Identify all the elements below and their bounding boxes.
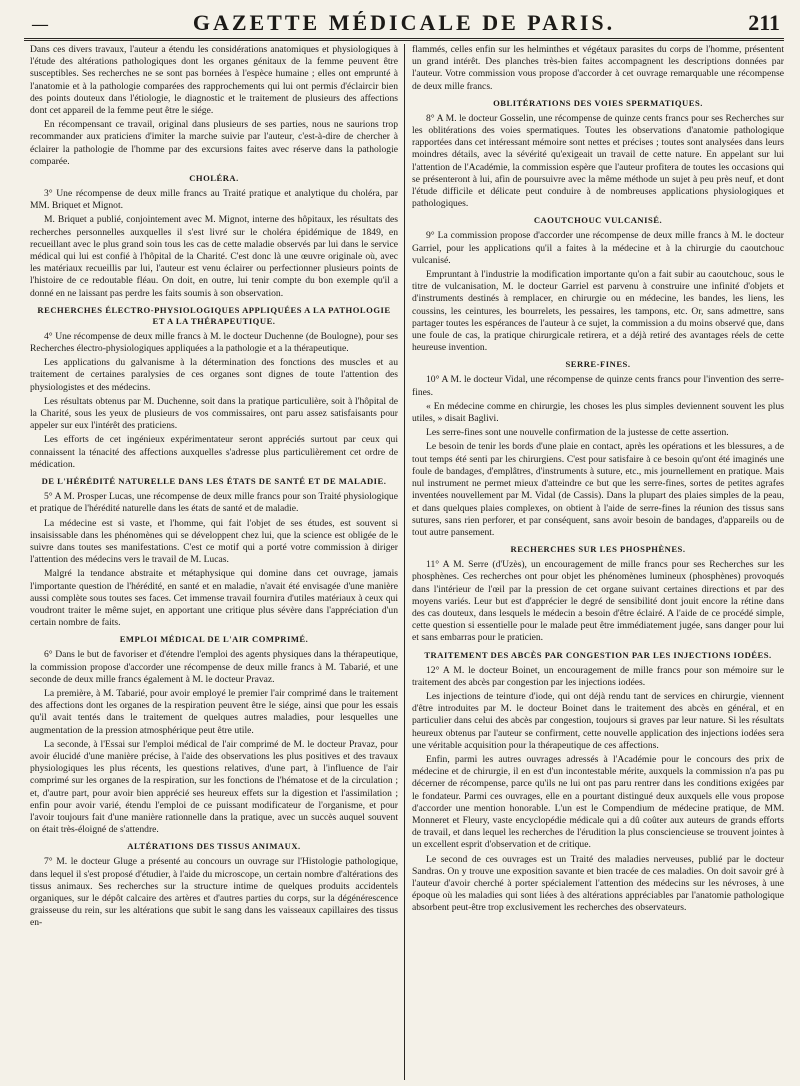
paragraph: La seconde, à l'Essai sur l'emploi médical de l'air comprimé de M. le docteur Pravaz, pour avoir élucidé d'une manière précise, à l'aide des observations les plus positives et des travaux physiologiques les plus récents, les questions relatives, d'une part, à l'influence de l'air comprimé sur les organes de la respiration, sur les fonctions de l'hématose et de la circulation ; et, d'autre part, pour avoir bien apprécié ses heureux effets sur la digestion et l'assimilation ; enfin pour avoir varié, étendu l'emploi de ce puissant modificateur de l'organisme, et pour l'avoir toujours fait d'une manière rationnelle dans la pratique, avec un succès auquel souvent on était très-éloigné de s'attendre. xyxy=(30,738,398,836)
paragraph: M. Briquet a publié, conjointement avec M. Mignot, interne des hôpitaux, les résultats des recherches personnelles auxquelles il s'est livré sur le choléra épidémique de 1849, en recueillant avec le plus grand soin tous les cas de cette maladie observés par lui dans le service médical qui lui est confié à l'hôpital de la Charité. C'est donc là une œuvre originale où, avec les matériaux recueillis par lui, l'auteur est venu éclairer ou perfectionner plusieurs points de l'histoire de ce redoutable fléau. On doit, en outre, lui tenir compte du bon exemple qu'il a donné en ne laissant pas perdre les faits soumis à son observation. xyxy=(30,214,398,299)
paragraph: Enfin, parmi les autres ouvrages adressés à l'Académie pour le concours des prix de médecine et de chirurgie, il en est d'un incontestable mérite, auxquels la commission n'a pas pu décerner de récompense, parce qu'ils ne lui ont pas paru rentrer dans les conditions exigées par le fondateur. Parmi ces ouvrages, elle en a pourtant distingué deux auxquels elle vous propose d'accorder une mention honorable. L'un est le Compendium de médecine pratique, de MM. Monneret et Fleury, vaste encyclopédie médicale qui a dû coûter aux auteurs de grands efforts de travail, et dans lequel les recherches de l'érudition la plus consciencieuse se trouvent jointes à un excellent esprit d'observation et de critique. xyxy=(412,753,784,851)
section-heading: EMPLOI MÉDICAL DE L'AIR COMPRIMÉ. xyxy=(119,634,309,645)
paragraph: 3° Une récompense de deux mille francs au Traité pratique et analytique du choléra, par MM. Briquet et Mignot. xyxy=(30,188,398,212)
paragraph: 8° A M. le docteur Gosselin, une récompense de quinze cents francs pour ses Recherches sur les oblitérations des voies spermatiques. Toutes les observations d'anatomie pathologique rapportées dans cet intéressant mémoire sont nettes et précises ; toutes sont analysées dans leurs moindres détails, avec la sévérité qu'exigeait un travail de cette nature. En appelant sur lui l'attention de l'Académie, la commission espère que l'auteur profitera de toutes les occasions qui se présenteront à lui, afin de poursuivre avec la même méthode un sujet à peu près neuf, et dont l'étude difficile et délicate peut conduire à de nombreuses applications physiologiques et pathologiques. xyxy=(412,112,784,210)
paragraph: 12° A M. le docteur Boinet, un encouragement de mille francs pour son mémoire sur le traitement des abcès par congestion par les injections iodées. xyxy=(412,664,784,688)
section-heading: TRAITEMENT DES ABCÈS PAR CONGESTION PAR LES INJECTIONS IODÉES. xyxy=(424,649,772,660)
section-heading: ALTÉRATIONS DES TISSUS ANIMAUX. xyxy=(127,841,301,852)
paragraph: Les injections de teinture d'iode, qui ont déjà rendu tant de services en chirurgie, viennent d'être introduites par M. le docteur Boinet dans le traitement des abcès en général, et en particulier dans celui des abcès par congestion, toujours si graves par leur nature. Si les résultats heureux obtenus par l'auteur se confirment, cette nouvelle application des injections iodées sera une véritable acquisition pour la thérapeutique de ces affections. xyxy=(412,690,784,751)
paragraph: Le besoin de tenir les bords d'une plaie en contact, après les opérations et les blessures, a de tout temps été senti par les chirurgiens. C'est pour satisfaire à ce besoin qu'ont été imaginés une foule de bandages, d'emplâtres, d'instruments à suture, etc., mis journellement en pratique. Mais nul instrument ne permet mieux d'atteindre ce but que les serre-fines, sortes de petites agrafes inventées nouvellement par M. Vidal (de Cassis). Dans la plupart des plaies simples de la peau, et dans quelques plaies complexes, on obtient à l'aide de serre-fines la réunion des tissus sans sutures, sans rien perforer, et par conséquent, sans avoir besoin de bandages, d'appareils ou de tout autre pansement. xyxy=(412,441,784,538)
journal-title: GAZETTE MÉDICALE DE PARIS. xyxy=(192,10,616,35)
paragraph: 10° A M. le docteur Vidal, une récompense de quinze cents francs pour l'invention des serre-fines. xyxy=(412,374,784,398)
paragraph: Empruntant à l'industrie la modification importante qu'on a fait subir au caoutchouc, sous le titre de vulcanisation, M. le docteur Garriel est parvenu à construire une infinité d'objets et d'instruments destinés à remplacer, en chirurgie ou en médecine, les bandes, les liens, les coussins, les ceintures, les bourrelets, les pessaires, les tampons, etc. Or, sans admettre, sans partager toutes les espérances de l'auteur à ce sujet, la commission a du moins observé que, dans une foule de cas, la pratique chirurgicale retirera, et a déjà retiré des avantages réels de cette heureuse invention. xyxy=(412,269,784,354)
section-heading: RECHERCHES ÉLECTRO-PHYSIOLOGIQUES APPLIQUÉES A LA PATHOLOGIE ET A LA THÉRAPEUTIQUE. xyxy=(37,304,391,326)
paragraph: 9° La commission propose d'accorder une récompense de deux mille francs à M. le docteur Garriel, pour les applications qu'il a faites à la médecine et à la chirurgie du caoutchouc vulcanisé. xyxy=(412,230,784,266)
paragraph: La médecine est si vaste, et l'homme, qui fait l'objet de ses études, est souvent si insaisissable dans les phénomènes qui se développent chez lui, que la science est obligée de le suivre dans toutes ses manifestations. C'est ce motif qui a porté votre commission à diriger l'attention des médecins vers le travail de M. Lucas. xyxy=(30,517,398,566)
paragraph: Dans ces divers travaux, l'auteur a étendu les considérations anatomiques et physiologiques à l'étude des altérations pathologiques dont les organes génitaux de la femme peuvent être susceptibles. Ses recherches ne se sont pas bornées à l'espèce humaine ; elles ont emprunté à l'anatomie et à la pathologie comparées des rapprochements qui lui ont permis d'éclaircir bien des points douteux dans l'étiologie, le diagnostic et le traitement de plusieurs des affections dont cet appareil de la femme peut être le siége. xyxy=(30,44,398,117)
section-heading: OBLITÉRATIONS DES VOIES SPERMATIQUES. xyxy=(493,97,703,108)
left-column xyxy=(30,44,398,1080)
paragraph: Les applications du galvanisme à la détermination des fonctions des muscles et au traitement de certaines paralysies de ces organes sont dignes de toute l'attention des physiologistes et des médecins. xyxy=(30,357,398,393)
paragraph: 7° M. le docteur Gluge a présenté au concours un ouvrage sur l'Histologie pathologique, dans lequel il s'est proposé d'étudier, à l'aide du microscope, un certain nombre d'altérations des tissus animaux. Ses recherches sur la structure intime de quelques produits accidentels organiques, sur le dépôt calcaire des artères et d'autres parties du corps, sur la dégénérescence graisseuse du rein, sur les altérations que subit le sang dans les vaisseaux capillaires des tissus en- xyxy=(30,856,398,929)
paragraph: Le second de ces ouvrages est un Traité des maladies nerveuses, publié par le docteur Sandras. On y trouve une exposition savante et bien tracée de ces maladies. On doit savoir gré à l'auteur d'avoir cherché à porter spécialement l'attention des médecins sur les névroses, à une époque où les maladies qui sont liées à des altérations appréciables par l'anatomie pathologique absorbent peut-être trop exclusivement les recherches des observateurs. xyxy=(412,853,784,914)
paragraph: flammés, celles enfin sur les helminthes et végétaux parasites du corps de l'homme, présentent un grand intérêt. Des planches très-bien faites accompagnent les descriptions données par l'auteur. Votre commission vous propose d'accorder à cet ouvrage remarquable une récompense de deux mille francs. xyxy=(412,44,784,92)
right-column xyxy=(412,44,784,1080)
paragraph: Les serre-fines sont une nouvelle confirmation de la justesse de cette assertion. xyxy=(426,427,729,439)
section-heading: DE L'HÉRÉDITÉ NATURELLE DANS LES ÉTATS DE SANTÉ ET DE MALADIE. xyxy=(41,476,387,487)
page-number: 211 xyxy=(748,10,780,35)
paragraph: 5° A M. Prosper Lucas, une récompense de deux mille francs pour son Traité physiologique et pratique de l'hérédité naturelle dans les états de santé et de maladie. xyxy=(30,491,398,515)
paragraph: Malgré la tendance abstraite et métaphysique qui domine dans cet ouvrage, jamais l'importante question de l'hérédité, en santé et en maladie, n'avait été envisagée d'une manière aussi complète sous toutes ses faces. Cet immense travail fournira d'utiles matériaux à ceux qui voudront traiter le même sujet, en apportant une critique plus sévère dans l'appréciation d'un certain nombre de faits. xyxy=(30,568,398,629)
column-divider xyxy=(404,44,405,1080)
section-heading: CHOLÉRA. xyxy=(189,173,239,184)
paragraph: 11° A M. Serre (d'Uzès), un encouragement de mille francs pour ses Recherches sur les phosphènes. Ces recherches ont pour objet les phénomènes lumineux (phosphènes) provoqués dans l'intérieur de l'œil par la pression de cet organe suivant certaines directions et par des moyens variés. Leur but est d'apprécier le degré de sensibilité dont jouit encore la rétine dans des cas douteux, dans lesquels le médecin a besoin d'être éclairé. A l'aide de ce procédé simple, cette question si essentielle pour le malade peut être immédiatement jugée, sans danger pour lui et sans embarras pour le praticien. xyxy=(412,559,784,644)
paragraph: « En médecine comme en chirurgie, les choses les plus simples deviennent souvent les plus utiles, » disait Baglivi. xyxy=(412,400,784,425)
section-heading: RECHERCHES SUR LES PHOSPHÈNES. xyxy=(510,544,686,555)
paragraph: 6° Dans le but de favoriser et d'étendre l'emploi des agents physiques dans la thérapeutique, la commission propose d'accorder une récompense de deux mille francs à M. Tabarié, et une seconde de deux mille francs également à M. le docteur Pravaz. xyxy=(30,649,398,685)
header-ornament: — xyxy=(32,16,48,33)
paragraph: En récompensant ce travail, original dans plusieurs de ses parties, nous ne saurions trop recommander aux praticiens d'imiter la marche suivie par l'auteur, c'est-à-dire de chercher à éclairer la pathologie de l'homme par des excursions faites avec réserve dans la pathologie comparée. xyxy=(30,119,398,167)
paragraph: Les résultats obtenus par M. Duchenne, soit dans la pratique particulière, soit à l'hôpital de la Charité, sous les yeux de plusieurs de vos commissaires, ont paru assez satisfaisants pour appeler sur eux l'intérêt des praticiens. xyxy=(30,395,398,432)
section-heading: CAOUTCHOUC VULCANISÉ. xyxy=(533,215,663,226)
paragraph: Les efforts de cet ingénieux expérimentateur seront appréciés surtout par ceux qui connaissent la ténacité des affections auxquelles s'adresse plus particulièrement cet ordre de médication. xyxy=(30,434,398,470)
paragraph: La première, à M. Tabarié, pour avoir employé le premier l'air comprimé dans le traitement des affections dont les organes de la respiration peuvent être le siége, ainsi que pour les essais qu'il avait tentés dans le traitement de quelques autres maladies, pour lesquelles une augmentation de la pression atmosphérique peut être utile. xyxy=(30,687,398,736)
page-header xyxy=(24,8,784,41)
section-heading: SERRE-FINES. xyxy=(565,359,631,370)
paragraph: 4° Une récompense de deux mille francs à M. le docteur Duchenne (de Boulogne), pour ses Recherches électro-physiologiques appliquées a la pathologie et a la thérapeutique. xyxy=(30,330,398,355)
